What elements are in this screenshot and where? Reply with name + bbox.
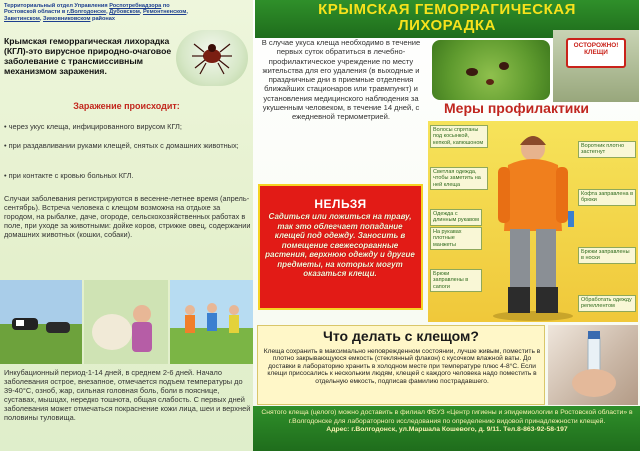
incubation-text: Инкубационный период-1-14 дней, в среднем 2-6 дней. Начало заболевания острое, внезапное, отмечается подъем температуры до 39-40°С, озноб, жар, сильная головная боль, боли в пояснице, суставах, мышцах, нередко тошнота, общая слабость. С первых дней заболевания может отмечаться покраснение кожи лица, шеи и верхней половины туловища. bbox=[4, 368, 251, 422]
footer-text: Снятого клеща (целого) можно доставить в филиал ФБУЗ «Центр гигиены и эпидемиологии в Ростовской области» в г.Волгодонске для лабораторного исследования по определению видовой принадлежности клещей. Адрес: г.Волгодонск, ул.Маршала Кошевого, д. 9/11. Тел.8-863-92-58-197 bbox=[261, 409, 633, 434]
season-text: Случаи заболевания регистрируются в весенне-летнее время (апрель-сентябрь). Встреча человека с клещом возможна на отдыхе за городом, на рыбалке, даче, огороде, сельскохозяйственных работах в поле, при уходе за животными: дойке коров, стрижке овец, содержании домашних животных (кошки, собаки). bbox=[4, 194, 251, 239]
warning-sign: ОСТОРОЖНО! КЛЕЩИ bbox=[566, 38, 626, 68]
prevention-title: Меры профилактики bbox=[444, 100, 590, 116]
danger-title: НЕЛЬЗЯ bbox=[314, 197, 367, 211]
prevention-label: Брюки заправлены в сапоги bbox=[430, 269, 482, 292]
intro-text: Крымская геморрагическая лихорадка (КГЛ)-это вирусное природно-очаговое заболевание с трансмиссивным механизмом заражения. bbox=[4, 36, 172, 76]
page-title: КРЫМСКАЯ ГЕМОРРАГИЧЕСКАЯ ЛИХОРАДКА bbox=[318, 1, 576, 34]
prevention-label: Кофта заправлена в брюки bbox=[578, 189, 636, 206]
tick-photo bbox=[176, 30, 248, 86]
prevention-label: Одежда с длинным рукавом bbox=[430, 209, 482, 226]
vial-in-hand-photo bbox=[548, 325, 638, 405]
prevention-label: Обработать одежду репеллентом bbox=[578, 295, 636, 312]
prevention-label: Светлая одежда, чтобы заметить на ней клеща bbox=[430, 167, 488, 190]
what-to-do-text: Клеща сохранить в максимально неповрежденном состоянии, лучше живым, поместить в плотно закрывающуюся емкость (стеклянный флакон) с кусочком влажной ваты. До доставки в лабораторию хранить в холодном месте при температуре плюс 4-8°С. Если клещи присосались к нескольким людям, клещей с каждого человека надо поместить в отдельную емкость, подписав фамилию пострадавшего. bbox=[263, 348, 541, 385]
prevention-label: Воротник плотно застегнут bbox=[578, 141, 636, 158]
infection-heading: Заражение происходит: bbox=[73, 101, 180, 111]
danger-text: Садиться или ложиться на траву, так это облегчает попадание клещей под одежду. Заносить в помещение свежесорванные растения, верхнюю одежду и другие предметы, на которых могут оказаться клещи. bbox=[265, 212, 415, 278]
prevention-label: Брюки заправлены в носки bbox=[578, 247, 636, 264]
agency-header: Территориальный отдел Управления Роспотребнадзора по Ростовской области в г.Волгодонске, Дубовском, Ремонтненском, Заветинском, Зимовниковском районах bbox=[4, 3, 188, 22]
ticks-on-leaf-photo bbox=[432, 40, 550, 100]
infection-item: • при раздавливании руками клещей, снятых с домашних животных; bbox=[4, 141, 239, 150]
infection-item: • через укус клеща, инфицированного вирусом КГЛ; bbox=[4, 122, 182, 131]
prevention-label: Волосы спрятаны под косынкой, кепкой, капюшоном bbox=[430, 125, 488, 148]
what-to-do-title: Что делать с клещом? bbox=[323, 328, 479, 344]
photo-strip bbox=[0, 280, 253, 364]
prevention-label: На рукавах плотные манжеты bbox=[430, 227, 482, 250]
tick-icon bbox=[176, 30, 248, 86]
prevention-panel bbox=[428, 121, 638, 322]
infection-item: • при контакте с кровью больных КГЛ. bbox=[4, 171, 134, 180]
bite-instructions: В случае укуса клеща необходимо в течение первых суток обратиться в лечебно-профилактическое учреждение по месту жительства для его удаления (в выходные и праздничные дни в приемные отделения ближайших стационаров или травмпункт) и установления медицинского наблюдения за укушенным человеком, в течение 14 дней, с ежедневной термометрией. bbox=[261, 38, 421, 122]
